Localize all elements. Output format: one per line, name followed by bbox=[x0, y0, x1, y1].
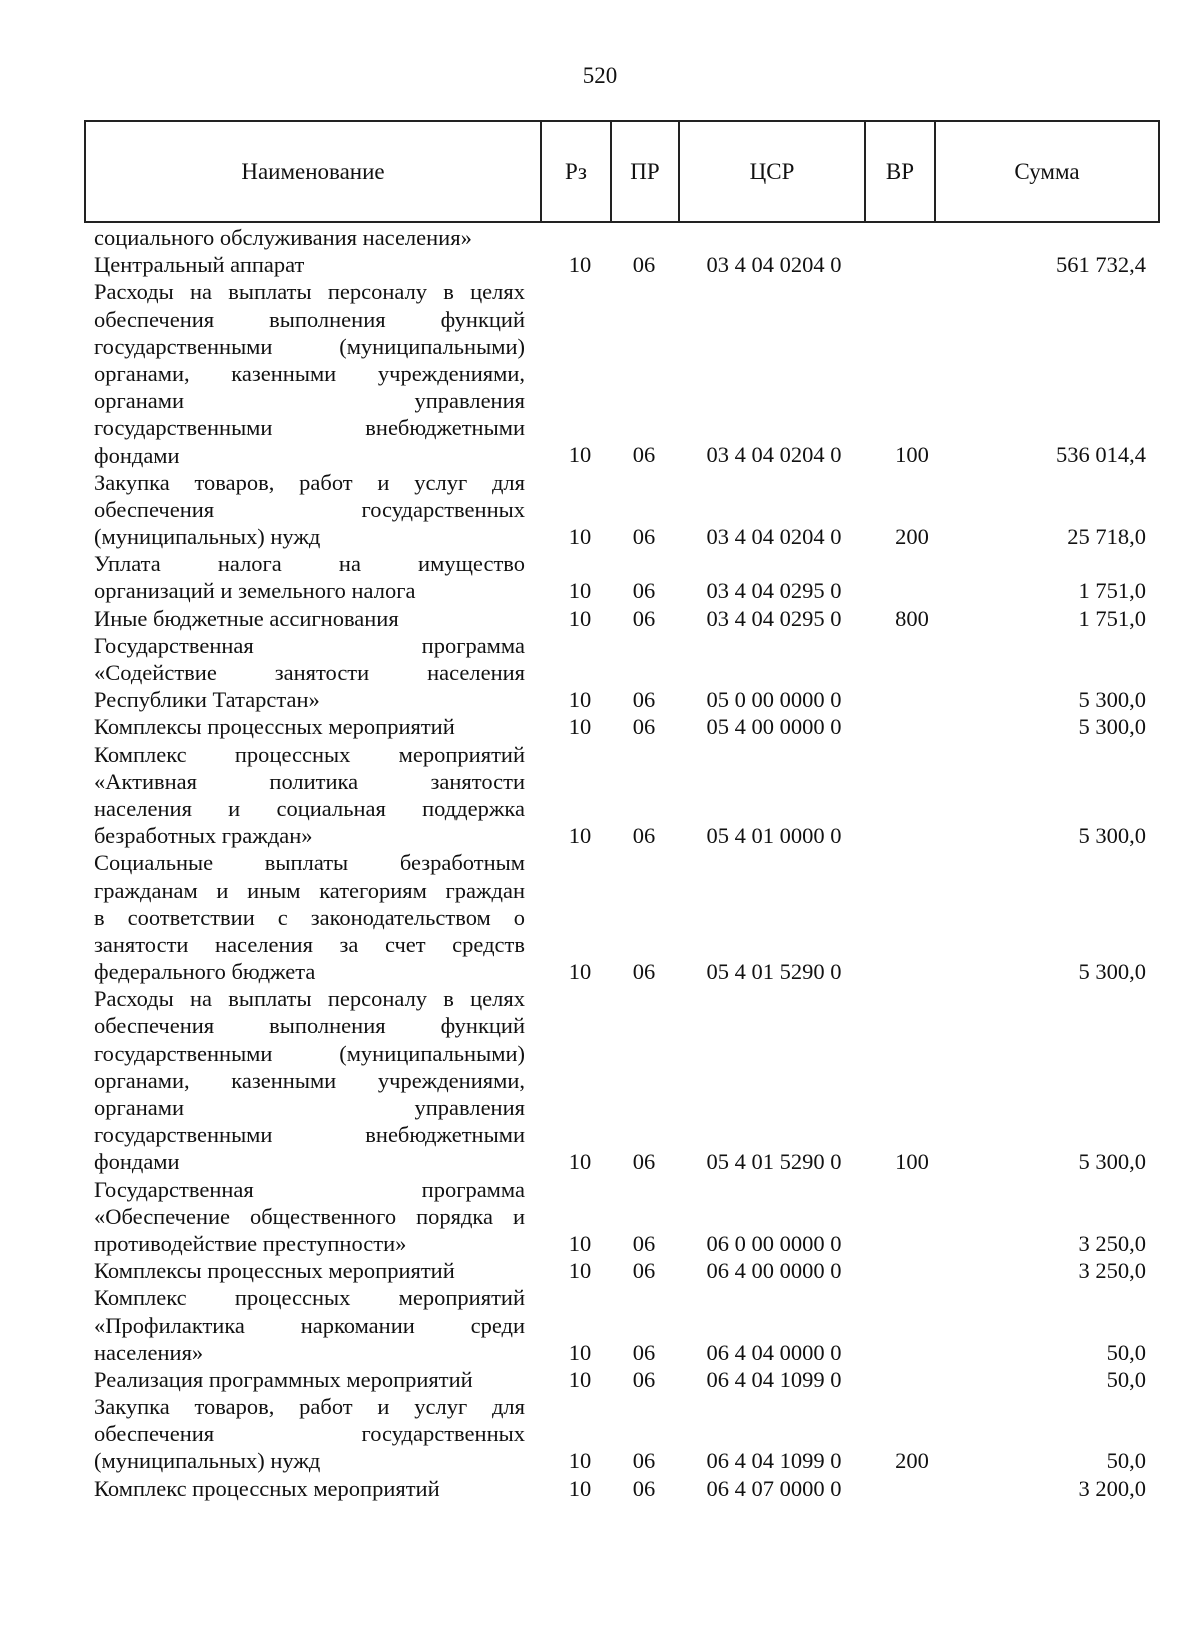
row-name-line: органами, казенными учреждениями, bbox=[94, 1067, 525, 1093]
row-name bbox=[94, 469, 525, 551]
row-name-line: государственными внебюджетными bbox=[94, 415, 525, 441]
row-sum: 561 732,4 bbox=[1056, 252, 1146, 278]
row-rz: 10 bbox=[568, 1230, 592, 1256]
row-name bbox=[94, 224, 525, 251]
row-name-line: Расходы на выплаты персоналу в целях bbox=[94, 279, 525, 305]
table-row bbox=[0, 224, 1200, 251]
row-name-line: обеспечения выполнения функций bbox=[94, 306, 525, 332]
row-rz: 10 bbox=[568, 823, 592, 849]
row-name-line: Государственная программа bbox=[94, 1176, 525, 1202]
table-row bbox=[0, 1393, 1200, 1475]
row-name-line: Центральный аппарат bbox=[94, 252, 305, 278]
row-pr: 06 bbox=[632, 687, 656, 713]
row-name-line: занятости населения за счет средств bbox=[94, 931, 525, 957]
row-csr: 06 4 00 0000 0 bbox=[706, 1258, 842, 1284]
header-csr: ЦСР bbox=[679, 121, 865, 222]
row-sum: 5 300,0 bbox=[1078, 823, 1146, 849]
row-csr: 03 4 04 0204 0 bbox=[706, 442, 842, 468]
row-name-line: населения» bbox=[94, 1339, 204, 1365]
row-sum: 3 250,0 bbox=[1078, 1258, 1146, 1284]
row-pr: 06 bbox=[632, 1448, 656, 1474]
row-name-line: «Профилактика наркомании среди bbox=[94, 1312, 525, 1338]
table-row bbox=[0, 469, 1200, 551]
row-rz: 10 bbox=[568, 442, 592, 468]
row-pr: 06 bbox=[632, 442, 656, 468]
row-name bbox=[94, 605, 525, 632]
row-pr: 06 bbox=[632, 1366, 656, 1392]
row-vr: 800 bbox=[895, 605, 929, 631]
row-sum: 50,0 bbox=[1106, 1366, 1146, 1392]
table-row bbox=[0, 632, 1200, 714]
row-csr: 03 4 04 0295 0 bbox=[706, 578, 842, 604]
row-name-line: государственными внебюджетными bbox=[94, 1122, 525, 1148]
row-name-line: социального обслуживания населения» bbox=[94, 225, 472, 250]
row-rz: 10 bbox=[568, 252, 592, 278]
table-row bbox=[0, 1475, 1200, 1502]
row-name-line: (муниципальных) нужд bbox=[94, 524, 321, 550]
row-rz: 10 bbox=[568, 959, 592, 985]
row-name-line: Комплекс процессных мероприятий bbox=[94, 1285, 525, 1311]
row-pr: 06 bbox=[632, 1475, 656, 1501]
table-row bbox=[0, 1284, 1200, 1366]
row-vr: 200 bbox=[895, 1448, 929, 1474]
row-csr: 03 4 04 0204 0 bbox=[706, 252, 842, 278]
row-csr: 06 4 04 1099 0 bbox=[706, 1366, 842, 1392]
header-rz: Рз bbox=[541, 121, 611, 222]
row-name bbox=[94, 1284, 525, 1366]
row-csr: 05 4 01 5290 0 bbox=[706, 959, 842, 985]
row-name-line: противодействие преступности» bbox=[94, 1230, 407, 1256]
table-row bbox=[0, 1176, 1200, 1258]
row-name-line: Реализация программных мероприятий bbox=[94, 1366, 473, 1392]
row-pr: 06 bbox=[632, 714, 656, 740]
row-name-line: фондами bbox=[94, 1149, 180, 1175]
row-name-line: государственными (муниципальными) bbox=[94, 1040, 525, 1066]
header-pr: ПР bbox=[611, 121, 679, 222]
table-row bbox=[0, 713, 1200, 740]
row-rz: 10 bbox=[568, 1366, 592, 1392]
row-pr: 06 bbox=[632, 1230, 656, 1256]
row-name-line: Уплата налога на имущество bbox=[94, 551, 525, 577]
header-vr: ВР bbox=[865, 121, 935, 222]
row-csr: 06 0 00 0000 0 bbox=[706, 1230, 842, 1256]
row-sum: 25 718,0 bbox=[1067, 524, 1146, 550]
row-rz: 10 bbox=[568, 1339, 592, 1365]
row-name-line: Закупка товаров, работ и услуг для bbox=[94, 1394, 525, 1420]
row-name bbox=[94, 278, 525, 468]
row-rz: 10 bbox=[568, 1149, 592, 1175]
row-name-line: органами управления bbox=[94, 1095, 525, 1120]
row-csr: 05 4 01 5290 0 bbox=[706, 1149, 842, 1175]
row-name bbox=[94, 632, 525, 714]
row-name-line: обеспечения выполнения функций bbox=[94, 1013, 525, 1039]
row-rz: 10 bbox=[568, 605, 592, 631]
row-name-line: Комплекс процессных мероприятий bbox=[94, 741, 525, 767]
row-sum: 1 751,0 bbox=[1078, 578, 1146, 604]
row-sum: 1 751,0 bbox=[1078, 605, 1146, 631]
row-name-line: Социальные выплаты безработным bbox=[94, 850, 525, 876]
row-sum: 536 014,4 bbox=[1056, 442, 1146, 468]
row-pr: 06 bbox=[632, 578, 656, 604]
header-name: Наименование bbox=[85, 121, 541, 222]
row-name-line: (муниципальных) нужд bbox=[94, 1448, 321, 1474]
row-csr: 05 0 00 0000 0 bbox=[706, 687, 842, 713]
row-name bbox=[94, 1475, 525, 1502]
row-rz: 10 bbox=[568, 1448, 592, 1474]
row-csr: 03 4 04 0204 0 bbox=[706, 524, 842, 550]
row-vr: 100 bbox=[895, 442, 929, 468]
row-name-line: органами, казенными учреждениями, bbox=[94, 360, 525, 386]
table-row bbox=[0, 1366, 1200, 1393]
row-name-line: населения и социальная поддержка bbox=[94, 795, 525, 821]
row-rz: 10 bbox=[568, 524, 592, 550]
row-name-line: Иные бюджетные ассигнования bbox=[94, 605, 399, 631]
row-rz: 10 bbox=[568, 714, 592, 740]
row-name-line: государственными (муниципальными) bbox=[94, 333, 525, 359]
row-name-line: организаций и земельного налога bbox=[94, 578, 416, 604]
row-name bbox=[94, 1257, 525, 1284]
row-pr: 06 bbox=[632, 823, 656, 849]
row-name bbox=[94, 1176, 525, 1258]
row-name-line: фондами bbox=[94, 442, 180, 468]
row-rz: 10 bbox=[568, 1475, 592, 1501]
row-name-line: обеспечения государственных bbox=[94, 1421, 525, 1447]
row-name-line: федерального бюджета bbox=[94, 959, 316, 985]
row-name bbox=[94, 1366, 525, 1393]
row-name-line: органами управления bbox=[94, 388, 525, 414]
row-rz: 10 bbox=[568, 578, 592, 604]
row-sum: 5 300,0 bbox=[1078, 1149, 1146, 1175]
row-pr: 06 bbox=[632, 1258, 656, 1284]
table-row bbox=[0, 251, 1200, 278]
row-name bbox=[94, 251, 525, 278]
row-name-line: «Активная политика занятости bbox=[94, 768, 525, 794]
row-csr: 06 4 07 0000 0 bbox=[706, 1475, 842, 1501]
row-sum: 5 300,0 bbox=[1078, 714, 1146, 740]
row-sum: 3 200,0 bbox=[1078, 1475, 1146, 1501]
row-pr: 06 bbox=[632, 959, 656, 985]
row-pr: 06 bbox=[632, 1339, 656, 1365]
table-header bbox=[84, 120, 1160, 223]
row-name-line: «Обеспечение общественного порядка и bbox=[94, 1203, 525, 1229]
row-name bbox=[94, 849, 525, 985]
row-sum: 50,0 bbox=[1106, 1339, 1146, 1365]
row-name-line: Закупка товаров, работ и услуг для bbox=[94, 469, 525, 495]
table-row bbox=[0, 605, 1200, 632]
row-name-line: Государственная программа bbox=[94, 632, 525, 658]
row-csr: 06 4 04 0000 0 bbox=[706, 1339, 842, 1365]
row-name-line: Комплекс процессных мероприятий bbox=[94, 1475, 440, 1501]
page-number: 520 bbox=[582, 63, 618, 88]
header-sum: Сумма bbox=[935, 121, 1159, 222]
row-name-line: обеспечения государственных bbox=[94, 496, 525, 522]
table-row bbox=[0, 550, 1200, 604]
row-name-line: Расходы на выплаты персоналу в целях bbox=[94, 986, 525, 1012]
row-sum: 50,0 bbox=[1106, 1448, 1146, 1474]
row-name bbox=[94, 550, 525, 604]
table-row bbox=[0, 985, 1200, 1175]
row-pr: 06 bbox=[632, 1149, 656, 1175]
row-name-line: гражданам и иным категориям граждан bbox=[94, 877, 525, 903]
row-sum: 5 300,0 bbox=[1078, 687, 1146, 713]
row-name bbox=[94, 1393, 525, 1475]
row-name-line: Республики Татарстан» bbox=[94, 687, 320, 713]
row-name-line: «Содействие занятости населения bbox=[94, 660, 525, 685]
table-row bbox=[0, 741, 1200, 850]
table-row bbox=[0, 278, 1200, 468]
row-pr: 06 bbox=[632, 252, 656, 278]
row-csr: 05 4 00 0000 0 bbox=[706, 714, 842, 740]
row-csr: 03 4 04 0295 0 bbox=[706, 605, 842, 631]
row-name-line: безработных граждан» bbox=[94, 823, 313, 849]
row-name bbox=[94, 713, 525, 740]
row-pr: 06 bbox=[632, 605, 656, 631]
row-csr: 06 4 04 1099 0 bbox=[706, 1448, 842, 1474]
row-rz: 10 bbox=[568, 1258, 592, 1284]
row-vr: 200 bbox=[895, 524, 929, 550]
row-pr: 06 bbox=[632, 524, 656, 550]
row-name-line: Комплексы процессных мероприятий bbox=[94, 1258, 455, 1284]
row-sum: 3 250,0 bbox=[1078, 1230, 1146, 1256]
table-body bbox=[0, 224, 1200, 1502]
row-name-line: Комплексы процессных мероприятий bbox=[94, 714, 455, 740]
row-sum: 5 300,0 bbox=[1078, 959, 1146, 985]
row-name-line: в соответствии с законодательством о bbox=[94, 904, 525, 930]
row-vr: 100 bbox=[895, 1149, 929, 1175]
row-name bbox=[94, 741, 525, 850]
table-row bbox=[0, 849, 1200, 985]
row-csr: 05 4 01 0000 0 bbox=[706, 823, 842, 849]
row-name bbox=[94, 985, 525, 1175]
row-rz: 10 bbox=[568, 687, 592, 713]
table-row bbox=[0, 1257, 1200, 1284]
